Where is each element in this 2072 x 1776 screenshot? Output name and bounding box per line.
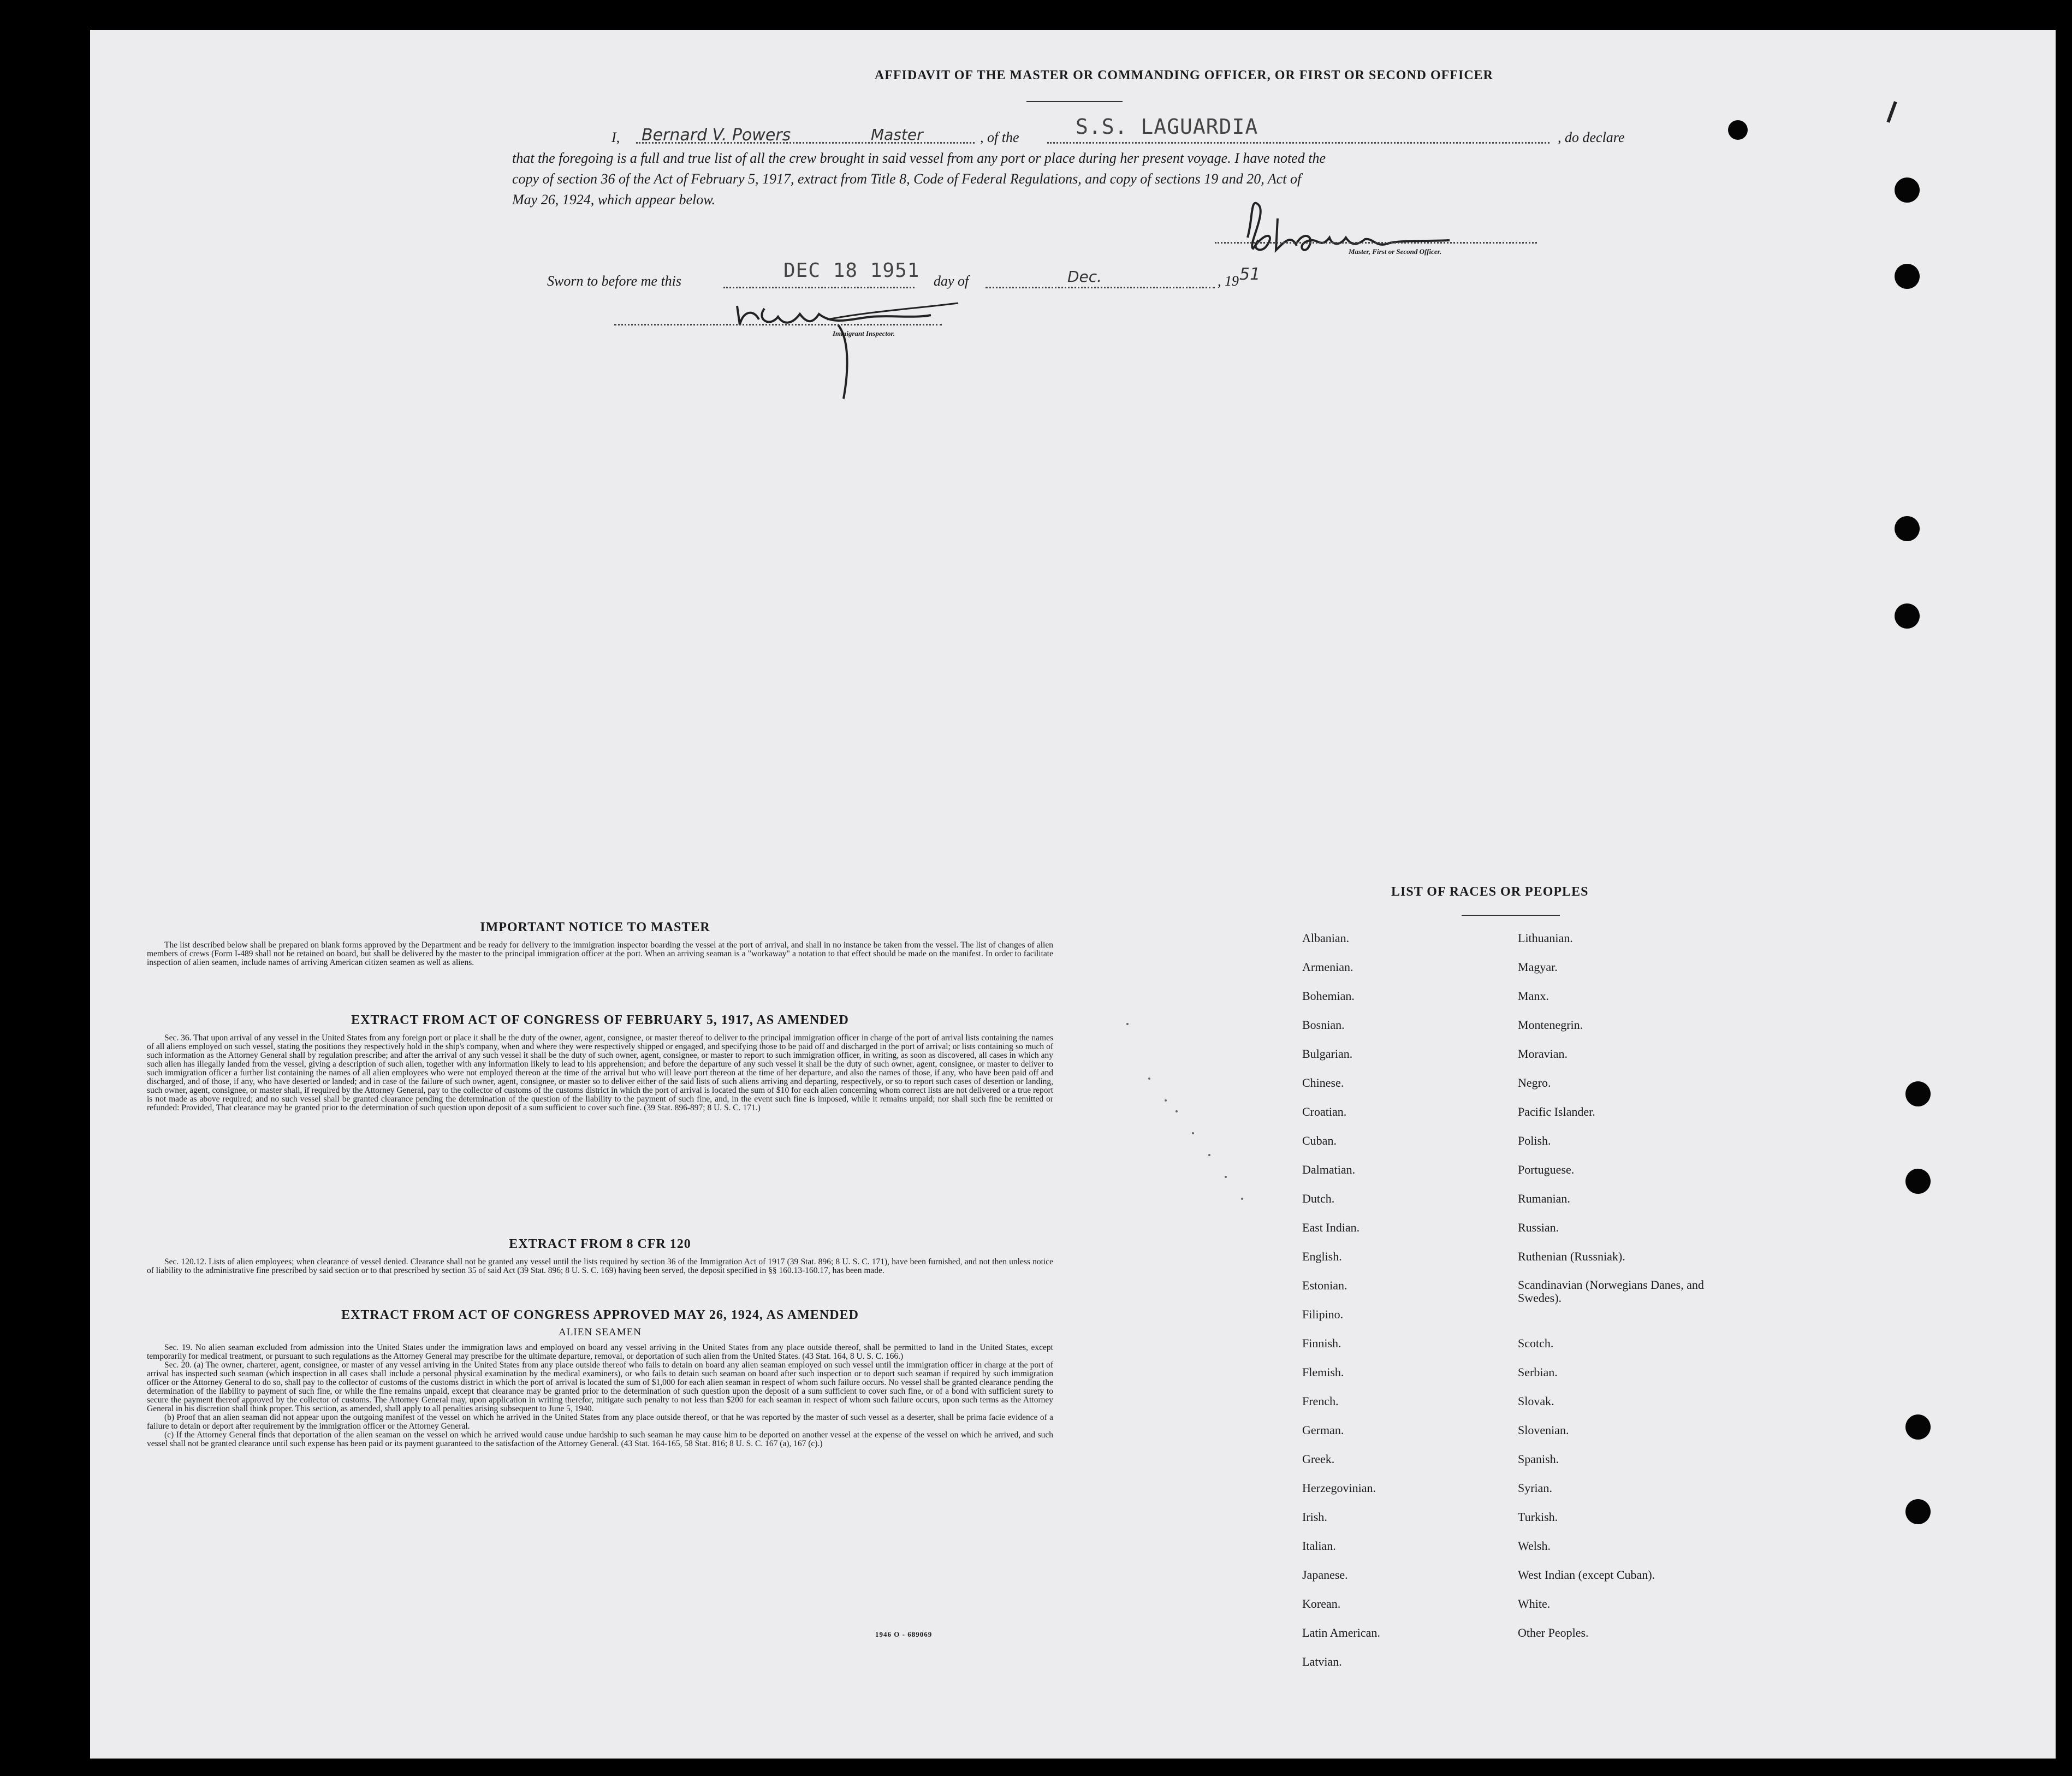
extract-1917-sec36: Sec. 36. That upon arrival of any vessel in the United States from any foreign port or place it shall be the duty of the owner, agent, consignee, or master thereof to deliver to the principal immigration officer in charge of the port of arrival lists containing the names of all aliens employed on such vessel, stating the positions they respectively hold in the ship's company, when and where they were respectively shipped or engaged, and specifying those to be paid off and discharged in the port of arrival; or lists containing so much of such information as the Attorney General shall by regulation prescribe; and after the arrival of any such vessel it shall be the duty of such owner, agent, consignee, or master to report to such immigration officer, in writing, as soon as discovered, all cases in which any such alien has illegally landed from the vessel, giving a description of such alien, together with any information likely to lead to his apprehension; and before the departure of any such vessel it shall be the duty of such owner, agent, consignee, or master to deliver to such immigration officer a further list containing the names of all alien employees who were not employed thereon at the time of the arrival but who will leave port thereon at the time of her departure, and also the names of those, if any, who have been paid off and discharged, and of those, if any, who have deserted or landed; and in case of the failure of such owner, agent, consignee, or master so to deliver either of the said lists of such aliens arriving and departing, respectively, or so to report such cases of desertion or landing, such owner, agent, consignee, or master shall, if required by the Attorney General, pay to the collector of customs of the customs district in which the port of arrival is located the sum of $10 for each alien concerning whom correct lists are not delivered or a true report is not made as above required; and no such vessel shall be granted clearance pending the determination of the question of the liability to the payment of such fine, and, in the event such fine is imposed, while it remains unpaid; nor shall such fine be remitted or refunded: Provided, That clearance may be granted prior to the determination of such question upon deposit of a sum sufficient to cover such fine. (39 Stat. 896-897; 8 U. S. C. 171.): [147, 1033, 1053, 1112]
race-item: Scotch.: [1518, 1336, 1554, 1350]
race-item: Cuban.: [1302, 1134, 1337, 1147]
race-item: Croatian.: [1302, 1105, 1347, 1118]
race-item: Flemish.: [1302, 1365, 1344, 1379]
race-item: Scandinavian (Norwegians Danes, and Swedes).: [1518, 1278, 1704, 1305]
binder-hole: [1895, 264, 1920, 289]
handwritten-year: 51: [1239, 265, 1261, 284]
race-item: Greek.: [1302, 1452, 1335, 1466]
race-item: Armenian.: [1302, 960, 1353, 974]
extract-cfr-sec: Sec. 120.12. Lists of alien employees; when clearance of vessel denied. Clearance shall not be granted any vessel until the lists required by section 36 of the Immigration Act of 1917 (39 Stat. 896; 8 U. S. C. 171), have been furnished, and not then unless notice of liability to the administrative fine prescribed by said section or to that prescribed by section 35 of said Act (39 Stat. 896; 8 U. S. C. 169) having been served, the deposit specified in §§ 160.13-160.17, has been made.: [147, 1257, 1053, 1275]
date-stamp: DEC 18 1951: [783, 259, 920, 282]
race-item: White.: [1518, 1597, 1551, 1611]
race-item: Dutch.: [1302, 1192, 1335, 1205]
declaration-line-4: May 26, 1924, which appear below.: [512, 192, 716, 208]
race-item: Albanian.: [1302, 931, 1350, 945]
race-item: Slovenian.: [1518, 1423, 1569, 1437]
race-item: Bosnian.: [1302, 1018, 1345, 1032]
notice-title: IMPORTANT NOTICE TO MASTER: [480, 920, 710, 934]
handwritten-name: Bernard V. Powers: [642, 126, 791, 145]
extract-cfr-body: [147, 1258, 1053, 1275]
race-item: Portuguese.: [1518, 1163, 1575, 1176]
handwritten-rank: Master: [871, 126, 923, 144]
race-item: Estonian.: [1302, 1278, 1347, 1292]
race-item: Pacific Islander.: [1518, 1105, 1595, 1118]
binder-hole: [1895, 603, 1920, 629]
race-item: Italian.: [1302, 1539, 1336, 1553]
race-item: Korean.: [1302, 1597, 1341, 1611]
of-the-label: , of the: [980, 129, 1019, 145]
extract-cfr-title: EXTRACT FROM 8 CFR 120: [509, 1237, 691, 1251]
race-item: Japanese.: [1302, 1568, 1348, 1582]
inspector-signature-line: [614, 324, 942, 325]
race-item: Other Peoples.: [1518, 1626, 1589, 1639]
inspector-signature: [674, 287, 980, 412]
race-item: Lithuanian.: [1518, 931, 1573, 945]
race-item: West Indian (except Cuban).: [1518, 1568, 1655, 1582]
declaration-line-2: that the foregoing is a full and true list of all the crew brought in said vessel from any port or place during her present voyage. I have noted the: [512, 150, 1326, 166]
races-title: LIST OF RACES OR PEOPLES: [1391, 885, 1589, 899]
extract-1924-sec19: Sec. 19. No alien seaman excluded from admission into the United States under the immigration laws and employed on board any vessel arriving in the United States from any place outside thereof, shall be permitted to land in the United States, except temporarily for medical treatment, or pursuant to such regulations as the Attorney General may prescribe for the ultimate departure, removal, or deportation of such alien from the United States. (43 Stat. 164, 8 U. S. C. 166.): [147, 1343, 1053, 1361]
binder-hole: [1905, 1414, 1931, 1440]
extract-1924-sec20c: (c) If the Attorney General finds that deportation of the alien seaman on the vessel on which he arrived would cause undue hardship to such seaman he may cause him to be deported on another vessel at the expense of the vessel on which he arrived, and such vessel shall not be granted clearance until such expense has been paid or its payment guaranteed to the satisfaction of the Attorney General. (43 Stat. 164-165, 58 Stat. 816; 8 U. S. C. 167 (a), 167 (c).): [147, 1430, 1053, 1448]
race-item: Spanish.: [1518, 1452, 1559, 1466]
inspector-label: Immigrant Inspector.: [833, 329, 895, 338]
race-item: Welsh.: [1518, 1539, 1551, 1553]
race-item: Dalmatian.: [1302, 1163, 1356, 1176]
declaration-line-3: copy of section 36 of the Act of February 5, 1917, extract from Title 8, Code of Federal Regulations, and copy of sections 19 and 20, Act of: [512, 171, 1302, 187]
master-signature-line: [1215, 242, 1537, 244]
extract-1924-subtitle: ALIEN SEAMEN: [559, 1327, 642, 1338]
race-item: Montenegrin.: [1518, 1018, 1583, 1032]
race-item: Serbian.: [1518, 1365, 1558, 1379]
binder-hole: [1728, 120, 1748, 140]
race-item: French.: [1302, 1394, 1339, 1408]
master-label: Master, First or Second Officer.: [1349, 247, 1442, 256]
extract-1917-body: [147, 1034, 1053, 1112]
race-item: Polish.: [1518, 1134, 1551, 1147]
races-rule: [1462, 915, 1560, 916]
race-item: Chinese.: [1302, 1076, 1344, 1090]
year-prefix: , 19: [1218, 273, 1239, 289]
extract-1924-body: [147, 1343, 1053, 1448]
extract-1924-title: EXTRACT FROM ACT OF CONGRESS APPROVED MAY 26, 1924, AS AMENDED: [341, 1308, 859, 1322]
do-declare-label: , do declare: [1558, 129, 1625, 145]
race-item: English.: [1302, 1250, 1342, 1263]
race-item: Bohemian.: [1302, 989, 1355, 1003]
month-line: [985, 287, 1215, 288]
race-item: Magyar.: [1518, 960, 1558, 974]
document-page: [90, 30, 2056, 1759]
master-signature: [1215, 186, 1477, 273]
race-item: Bulgarian.: [1302, 1047, 1353, 1061]
binder-hole: [1895, 177, 1920, 203]
race-item: Moravian.: [1518, 1047, 1568, 1061]
race-item: Turkish.: [1518, 1510, 1558, 1524]
race-item: Syrian.: [1518, 1481, 1552, 1495]
notice-body: [147, 941, 1053, 967]
day-of-label: day of: [934, 273, 969, 289]
race-item: Herzegovinian.: [1302, 1481, 1376, 1495]
extract-1917-title: EXTRACT FROM ACT OF CONGRESS OF FEBRUARY 5, 1917, AS AMENDED: [351, 1013, 849, 1027]
binder-hole: [1905, 1081, 1931, 1106]
race-item: Ruthenian (Russniak).: [1518, 1250, 1625, 1263]
vessel-line: [1047, 142, 1549, 144]
binder-hole: [1905, 1169, 1931, 1194]
race-item: Russian.: [1518, 1221, 1559, 1234]
race-item: Rumanian.: [1518, 1192, 1570, 1205]
race-item: Negro.: [1518, 1076, 1551, 1090]
race-item: Latin American.: [1302, 1626, 1380, 1639]
handwritten-month: Dec.: [1067, 268, 1102, 286]
race-item: Finnish.: [1302, 1336, 1341, 1350]
declaration-i: I,: [611, 129, 620, 145]
race-item: East Indian.: [1302, 1221, 1360, 1234]
title-rule: [1026, 101, 1123, 102]
race-item: Slovak.: [1518, 1394, 1554, 1408]
notice-paragraph: The list described below shall be prepared on blank forms approved by the Department and be ready for delivery to the immigration inspector boarding the vessel at the port of arrival, and shall in no instance be taken from the vessel. The list of changes of alien members of crews (Form I-489 shall not be retained on board, but shall be delivered by the master to the principal immigration officer at the port. When an arriving seaman is a "workaway" a notation to that effect should be made on the manifest. In order to facilitate inspection of alien seamen, include names of arriving American citizen seamen as well as aliens.: [147, 940, 1053, 967]
race-item: Latvian.: [1302, 1655, 1342, 1668]
extract-1924-sec20a: Sec. 20. (a) The owner, charterer, agent, consignee, or master of any vessel arriving in the United States from any place outside thereof who fails to detain on board any alien seaman employed on such vessel until the immigration officer in charge at the port of arrival has inspected such seaman (which inspection in all cases shall include a personal physical examination by the medical examiners), or who fails to detain such seaman on board after such inspection or to deport such seaman if required by such immigration officer or the Attorney General to do so, shall pay to the collector of customs of the customs district in which the port of arrival is located the sum of $1,000 for each alien seaman in respect of whom such failure occurs. No vessel shall be granted clearance pending the determination of the liability to payment of such fine, or while the fine remains unpaid, except that clearance may be granted prior to the determination of such question upon the deposit of a sum sufficient to cover such fine, or of a bond with sufficient surety to secure the payment thereof approved by the collector of customs. The Attorney General may, upon application in writing therefor, mitigate such penalty to not less than $200 for each seaman in respect of whom such failure occurs, upon such terms as the Attorney General in his discretion shall think proper. This section, as amended, shall apply to all penalties arising subsequent to June 5, 1940.: [147, 1360, 1053, 1413]
affidavit-title: AFFIDAVIT OF THE MASTER OR COMMANDING OFFICER, OR FIRST OR SECOND OFFICER: [874, 68, 1493, 82]
print-code: 1946 O - 689069: [875, 1630, 933, 1638]
race-item: Irish.: [1302, 1510, 1327, 1524]
extract-1924-sec20b: (b) Proof that an alien seaman did not appear upon the outgoing manifest of the vessel on which he arrived in the United States from any place outside thereof, or that he was reported by the master of such vessel as a deserter, shall be prima facie evidence of a failure to detain or deport after requirement by the immigration officer or the Attorney General.: [147, 1413, 1053, 1431]
binder-hole: [1905, 1499, 1931, 1524]
race-item: Filipino.: [1302, 1307, 1344, 1321]
stray-marks: [1117, 1013, 1280, 1232]
sworn-label: Sworn to before me this: [547, 273, 682, 289]
vessel-name-stamp: S.S. LAGUARDIA: [1076, 115, 1258, 139]
race-item: Manx.: [1518, 989, 1549, 1003]
race-item: German.: [1302, 1423, 1344, 1437]
binder-hole: [1895, 516, 1920, 541]
